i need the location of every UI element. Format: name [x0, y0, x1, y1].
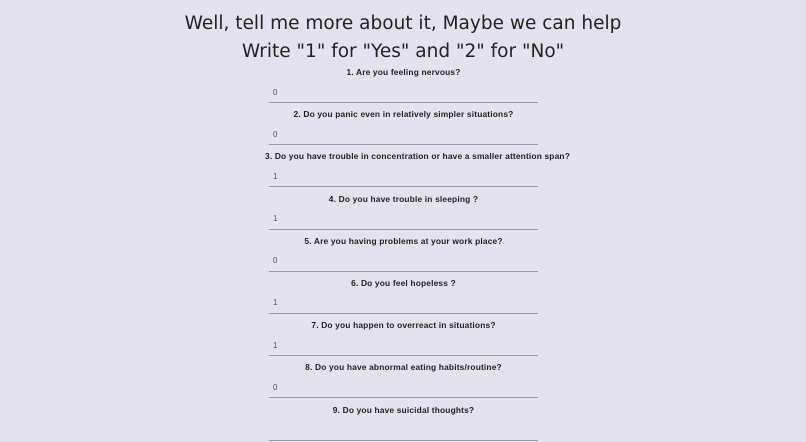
question-label: 5. Are you having problems at your work place?	[304, 235, 503, 246]
question-label: 1. Are you feeling nervous?	[346, 67, 461, 77]
answer-input[interactable]	[269, 167, 538, 187]
questionnaire-form	[265, 62, 570, 442]
question-item	[269, 104, 538, 146]
question-item	[269, 315, 538, 357]
question-item	[269, 273, 538, 315]
answer-input[interactable]	[269, 421, 538, 441]
answer-input[interactable]	[269, 252, 538, 272]
answer-input[interactable]	[269, 336, 538, 356]
question-label: 3. Do you have trouble in concentration or have a smaller attention span?	[265, 151, 570, 162]
question-item	[269, 189, 538, 231]
question-label: 6. Do you feel hopeless ?	[351, 277, 456, 288]
answer-input[interactable]	[269, 125, 538, 145]
instructions-heading: Write "1" for "Yes" and "2" for "No"	[241, 41, 565, 62]
answer-input[interactable]	[269, 83, 538, 103]
question-label: 9. Do you have suicidal thoughts?	[332, 404, 475, 415]
answer-input[interactable]	[269, 294, 538, 314]
answer-input[interactable]	[269, 378, 538, 398]
answer-input[interactable]	[269, 210, 538, 230]
question-label: 2. Do you panic even in relatively simpler situations?	[293, 109, 514, 120]
question-item	[269, 231, 538, 273]
question-label: 4. Do you have trouble in sleeping ?	[328, 193, 479, 204]
question-label: 7. Do you happen to overreact in situations?	[311, 320, 496, 331]
question-label: 8. Do you have abnormal eating habits/routine?	[305, 362, 502, 373]
page-title: Well, tell me more about it, Maybe we can help	[184, 13, 622, 34]
question-item	[269, 400, 538, 442]
question-item	[265, 146, 570, 188]
question-item	[269, 62, 538, 104]
question-item	[269, 357, 538, 399]
